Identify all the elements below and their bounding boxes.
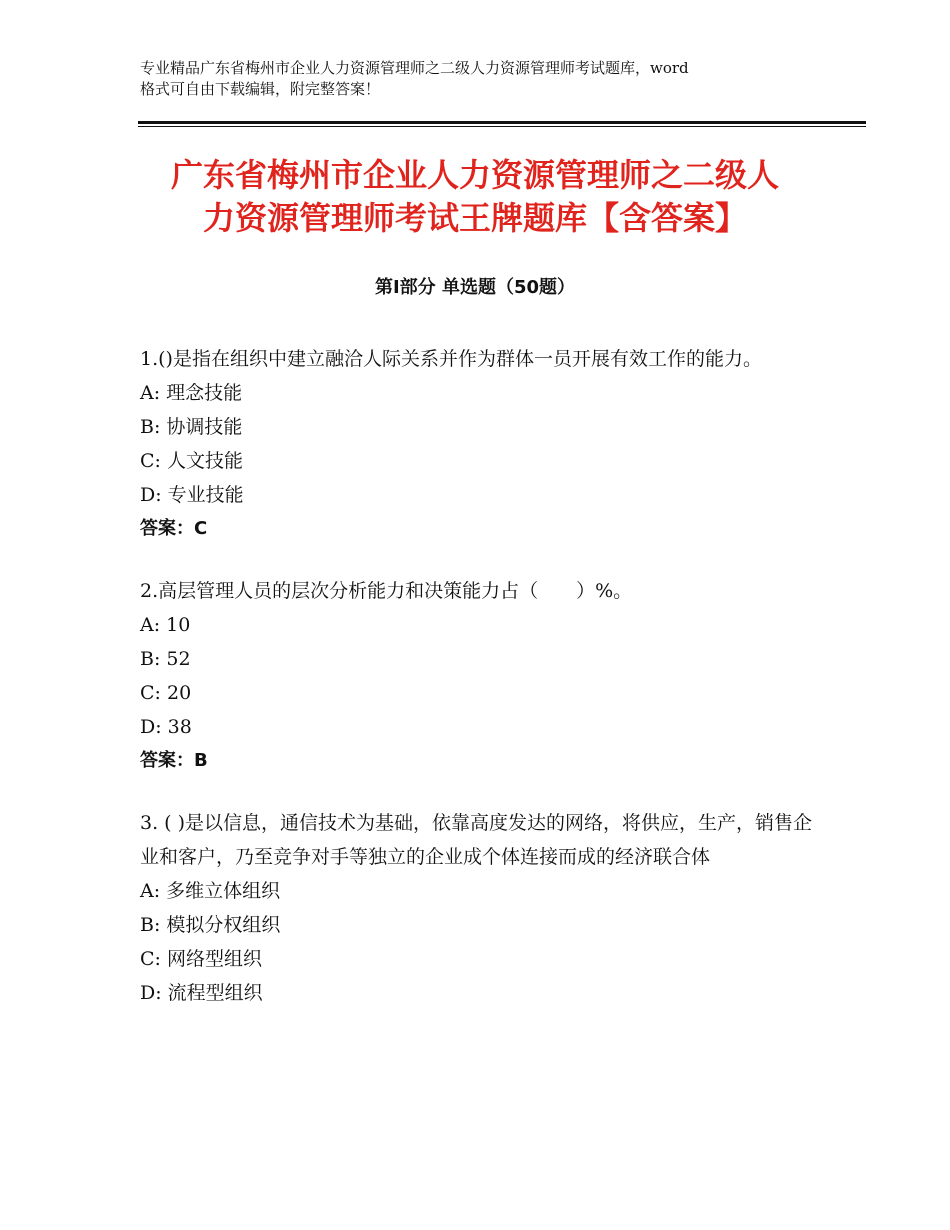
option-b: B: 52 — [140, 648, 191, 670]
answer-label: 答案：C — [140, 518, 208, 539]
header-note — [140, 58, 840, 100]
question-stem: 1.()是指在组织中建立融洽人际关系并作为群体一员开展有效工作的能力。 — [140, 348, 762, 370]
option-b: B: 协调技能 — [140, 416, 243, 438]
option-c: C: 网络型组织 — [140, 948, 262, 970]
option-d: D: 38 — [140, 716, 192, 738]
question-stem: 3. ( )是以信息，通信技术为基础，依靠高度发达的网络，将供应，生产，销售企业和客户，乃至竞争对手等独立的企业成个体连接而成的经济联合体 — [140, 812, 813, 868]
answer-label: 答案：B — [140, 750, 208, 771]
section-heading: 第Ⅰ部分 单选题（50题） — [374, 277, 575, 298]
header-note-line-2: 格式可自由下载编辑，附完整答案！ — [140, 80, 381, 98]
option-a: A: 理念技能 — [140, 382, 243, 404]
document-title-line-1: 广东省梅州市企业人力资源管理师之二级人 — [170, 156, 779, 194]
question-stem: 2.高层管理人员的层次分析能力和决策能力占（ ）%。 — [140, 580, 633, 602]
question-list — [140, 342, 820, 1038]
document-title-line-2: 力资源管理师考试王牌题库【含答案】 — [202, 199, 747, 237]
header-note-line-1: 专业精品广东省梅州市企业人力资源管理师之二级人力资源管理师考试题库，word — [140, 59, 689, 77]
header-divider-thick — [138, 121, 866, 124]
header-divider-thin — [138, 126, 866, 127]
question-2 — [140, 574, 820, 778]
option-a: A: 多维立体组织 — [140, 880, 281, 902]
option-c: C: 20 — [140, 682, 192, 704]
option-d: D: 专业技能 — [140, 484, 244, 506]
option-b: B: 模拟分权组织 — [140, 914, 281, 936]
option-d: D: 流程型组织 — [140, 982, 263, 1004]
option-a: A: 10 — [140, 614, 191, 636]
document-title — [100, 154, 850, 240]
question-1 — [140, 342, 820, 546]
question-3 — [140, 806, 820, 1010]
option-c: C: 人文技能 — [140, 450, 243, 472]
